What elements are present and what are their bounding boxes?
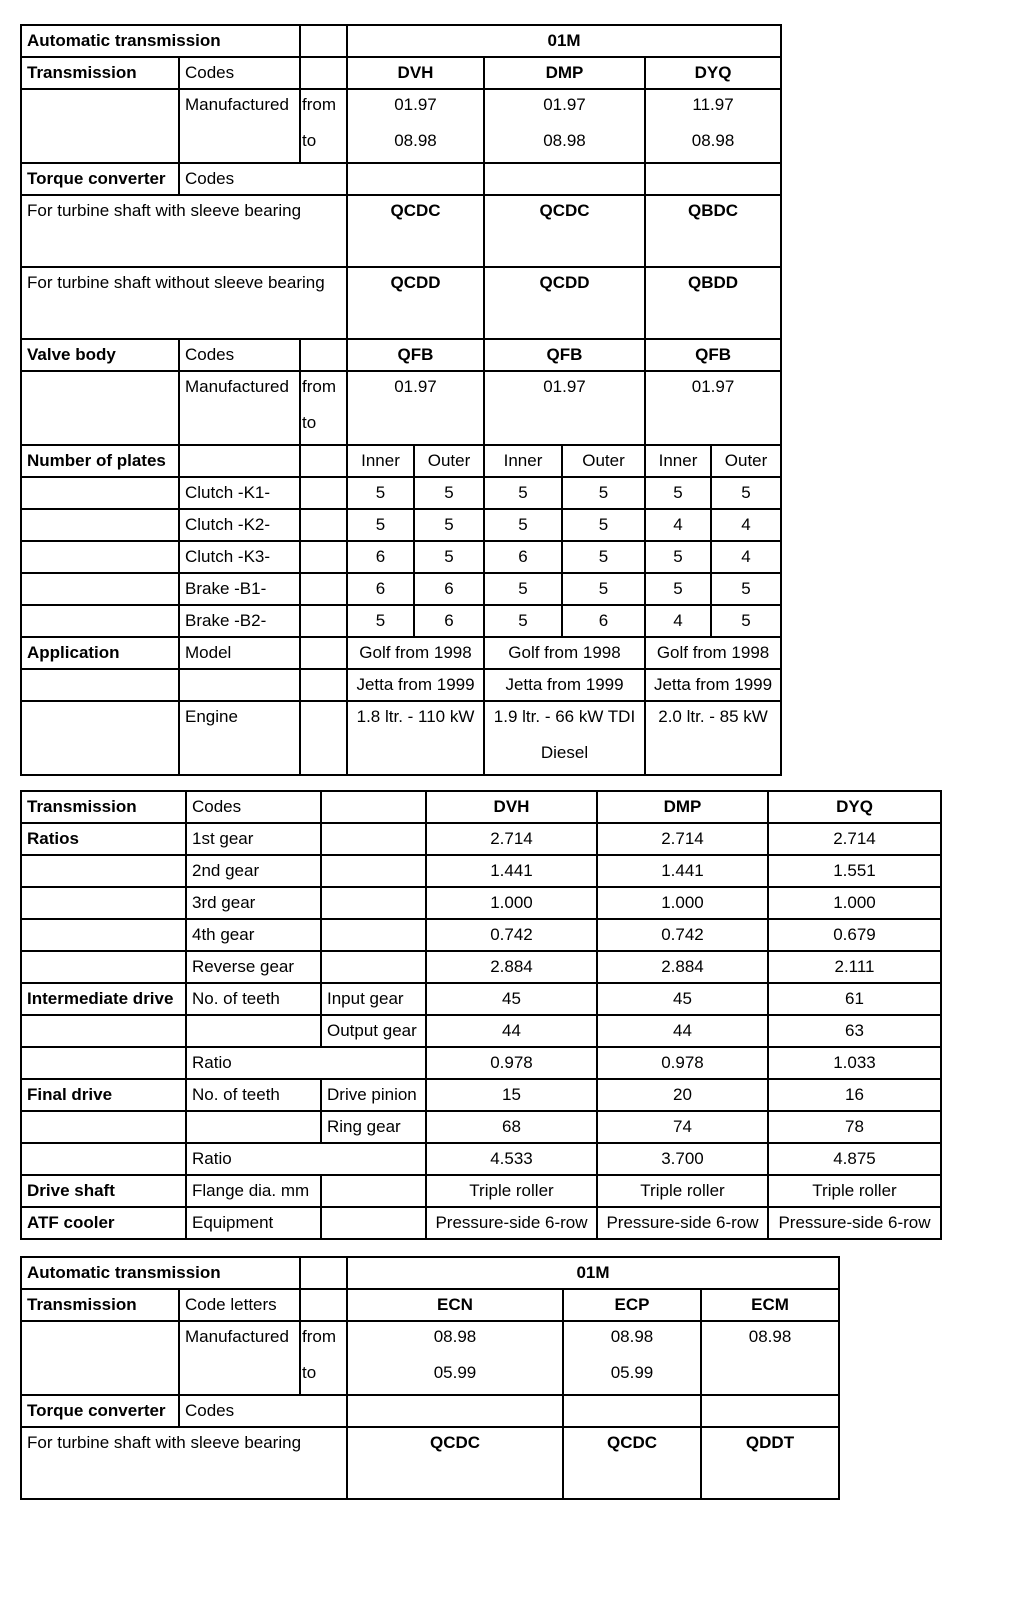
output-gear-value: 44 <box>597 1015 768 1047</box>
table-row <box>21 1289 839 1321</box>
model-cell: 01M <box>347 1257 839 1289</box>
table-row <box>21 195 781 267</box>
equipment-label: Equipment <box>186 1207 321 1239</box>
title-cell: Automatic transmission <box>21 1257 300 1289</box>
code-letters-label: Code letters <box>179 1289 300 1321</box>
drive-shaft-value: Triple roller <box>768 1175 941 1207</box>
final-ratio-value: 4.533 <box>426 1143 597 1175</box>
code-cell: DYQ <box>645 57 781 89</box>
plate-value: 5 <box>347 509 414 541</box>
table-row <box>21 919 941 951</box>
torque-converter-label: Torque converter <box>21 1395 179 1427</box>
to-value: 08.98 <box>543 131 586 150</box>
table-row <box>21 1015 941 1047</box>
torque-codes-label: Codes <box>179 1395 347 1427</box>
torque-codes-label: Codes <box>179 163 347 195</box>
plate-name: Brake -B2- <box>179 605 300 637</box>
plate-name: Brake -B1- <box>179 573 300 605</box>
table-row <box>21 163 781 195</box>
ratios-label: Ratios <box>21 823 186 855</box>
gear-value: 1.000 <box>597 887 768 919</box>
table-row <box>21 89 781 163</box>
plate-value: 5 <box>645 477 711 509</box>
plate-value: 4 <box>711 509 781 541</box>
ring-gear-label: Ring gear <box>321 1111 426 1143</box>
plate-value: 5 <box>484 605 562 637</box>
ratio-label: Ratio <box>186 1047 426 1079</box>
intermediate-ratio-value: 1.033 <box>768 1047 941 1079</box>
to-label: to <box>302 131 317 150</box>
code-cell: DMP <box>484 57 645 89</box>
plate-value: 5 <box>711 605 781 637</box>
table-row <box>21 605 781 637</box>
ring-gear-value: 68 <box>426 1111 597 1143</box>
valve-code: QFB <box>347 339 484 371</box>
table-row <box>21 637 781 669</box>
plate-value: 5 <box>484 573 562 605</box>
valve-code: QFB <box>484 339 645 371</box>
gear-name: 1st gear <box>186 823 321 855</box>
valve-body-label: Valve body <box>21 339 179 371</box>
table-row <box>21 371 781 445</box>
engine-value: 2.0 ltr. - 85 kW <box>645 701 781 775</box>
plate-value: 5 <box>414 477 484 509</box>
gear-value: 0.742 <box>426 919 597 951</box>
gear-value: 0.679 <box>768 919 941 951</box>
table-row <box>21 1257 839 1289</box>
without-sleeve-label: For turbine shaft without sleeve bearing <box>21 267 347 339</box>
transmission-spec-table-1 <box>20 24 782 776</box>
plate-value: 5 <box>347 605 414 637</box>
table-row <box>21 573 781 605</box>
plate-value: 5 <box>562 541 645 573</box>
model-value: Golf from 1998 <box>645 637 781 669</box>
intermediate-drive-label: Intermediate drive <box>21 983 186 1015</box>
plate-value: 5 <box>645 541 711 573</box>
table-row <box>21 1207 941 1239</box>
gear-value: 2.714 <box>597 823 768 855</box>
inner-label: Inner <box>347 445 414 477</box>
ring-gear-value: 78 <box>768 1111 941 1143</box>
final-ratio-label: Ratio <box>186 1143 426 1175</box>
plate-name: Clutch -K3- <box>179 541 300 573</box>
table-row <box>21 855 941 887</box>
plate-value: 4 <box>645 509 711 541</box>
with-sleeve-label: For turbine shaft with sleeve bearing <box>21 1427 347 1499</box>
code-cell: ECP <box>563 1289 701 1321</box>
plate-value: 6 <box>484 541 562 573</box>
with-sleeve-value: QDDT <box>701 1427 839 1499</box>
transmission-label: Transmission <box>21 1289 179 1321</box>
plate-value: 5 <box>347 477 414 509</box>
from-value: 01.97 <box>543 95 586 114</box>
plate-value: 5 <box>414 541 484 573</box>
intermediate-ratio-value: 0.978 <box>426 1047 597 1079</box>
table-row <box>21 339 781 371</box>
input-gear-label: Input gear <box>321 983 426 1015</box>
gear-value: 2.714 <box>426 823 597 855</box>
code-cell: DYQ <box>768 791 941 823</box>
to-label: to <box>302 1363 317 1382</box>
from-value: 08.98 <box>433 1327 477 1346</box>
code-cell: ECN <box>347 1289 563 1321</box>
table-row <box>21 541 781 573</box>
gear-name: 2nd gear <box>186 855 321 887</box>
gear-value: 2.884 <box>597 951 768 983</box>
code-cell: DMP <box>597 791 768 823</box>
drive-shaft-value: Triple roller <box>597 1175 768 1207</box>
gear-value: 1.441 <box>597 855 768 887</box>
final-ratio-value: 3.700 <box>597 1143 768 1175</box>
gear-name: Reverse gear <box>186 951 321 983</box>
application-label: Application <box>21 637 179 669</box>
gear-value: 2.884 <box>426 951 597 983</box>
code-cell: DVH <box>426 791 597 823</box>
input-gear-value: 45 <box>426 983 597 1015</box>
from-value: 08.98 <box>610 1327 654 1346</box>
from-label: from <box>302 95 336 114</box>
inner-label: Inner <box>484 445 562 477</box>
code-cell: ECM <box>701 1289 839 1321</box>
table-row <box>21 701 781 775</box>
plate-value: 5 <box>562 573 645 605</box>
drive-pinion-value: 20 <box>597 1079 768 1111</box>
plate-value: 5 <box>711 477 781 509</box>
table-row <box>21 25 781 57</box>
flange-label: Flange dia. mm <box>186 1175 321 1207</box>
drive-pinion-label: Drive pinion <box>321 1079 426 1111</box>
model-label: Model <box>179 637 300 669</box>
drive-shaft-value: Triple roller <box>426 1175 597 1207</box>
gear-name: 4th gear <box>186 919 321 951</box>
table-row <box>21 1321 839 1395</box>
outer-label: Outer <box>711 445 781 477</box>
from-label: from <box>302 1327 336 1346</box>
title-cell: Automatic transmission <box>21 25 300 57</box>
table-row <box>21 791 941 823</box>
plate-value: 4 <box>645 605 711 637</box>
drive-shaft-label: Drive shaft <box>21 1175 186 1207</box>
engine-value: 1.9 ltr. - 66 kW TDI <box>493 707 636 726</box>
final-teeth-label: No. of teeth <box>186 1079 321 1111</box>
plate-value: 5 <box>484 509 562 541</box>
torque-converter-label: Torque converter <box>21 163 179 195</box>
table-row <box>21 983 941 1015</box>
model-value: Golf from 1998 <box>347 637 484 669</box>
valve-from-value: 01.97 <box>645 371 781 445</box>
plate-name: Clutch -K2- <box>179 509 300 541</box>
transmission-spec-table-2 <box>20 1256 840 1500</box>
table-row <box>21 669 781 701</box>
model-value: Jetta from 1999 <box>645 669 781 701</box>
to-value: 05.99 <box>610 1363 654 1382</box>
final-ratio-value: 4.875 <box>768 1143 941 1175</box>
output-gear-value: 63 <box>768 1015 941 1047</box>
plate-value: 5 <box>645 573 711 605</box>
engine-value: 1.8 ltr. - 110 kW <box>347 701 484 775</box>
engine-label: Engine <box>179 701 300 775</box>
plate-value: 5 <box>414 509 484 541</box>
model-value: Jetta from 1999 <box>484 669 645 701</box>
valve-manufactured-label: Manufactured <box>179 371 300 445</box>
plate-value: 5 <box>484 477 562 509</box>
table-row <box>21 1143 941 1175</box>
gear-value: 1.551 <box>768 855 941 887</box>
from-label: from <box>302 377 336 396</box>
to-value: 05.99 <box>433 1363 477 1382</box>
atf-value: Pressure-side 6-row <box>768 1207 941 1239</box>
input-gear-value: 61 <box>768 983 941 1015</box>
final-drive-label: Final drive <box>21 1079 186 1111</box>
atf-value: Pressure-side 6-row <box>597 1207 768 1239</box>
plate-value: 6 <box>414 573 484 605</box>
manufactured-label: Manufactured <box>179 1321 300 1395</box>
from-value: 08.98 <box>748 1327 792 1346</box>
gear-value: 2.111 <box>768 951 941 983</box>
plate-value: 6 <box>414 605 484 637</box>
plate-value: 5 <box>711 573 781 605</box>
table-row <box>21 951 941 983</box>
valve-from-value: 01.97 <box>484 371 645 445</box>
gear-value: 2.714 <box>768 823 941 855</box>
table-row <box>21 1395 839 1427</box>
output-gear-value: 44 <box>426 1015 597 1047</box>
with-sleeve-value: QCDC <box>347 195 484 267</box>
drive-pinion-value: 15 <box>426 1079 597 1111</box>
plate-value: 5 <box>562 477 645 509</box>
table-row <box>21 1111 941 1143</box>
transmission-ratio-table <box>20 790 942 1240</box>
table-row <box>21 1175 941 1207</box>
gear-value: 1.000 <box>768 887 941 919</box>
teeth-label: No. of teeth <box>186 983 321 1015</box>
valve-code: QFB <box>645 339 781 371</box>
from-value: 01.97 <box>394 95 437 114</box>
codes-label: Codes <box>179 57 300 89</box>
plate-name: Clutch -K1- <box>179 477 300 509</box>
without-sleeve-value: QBDD <box>645 267 781 339</box>
table-row <box>21 887 941 919</box>
input-gear-value: 45 <box>597 983 768 1015</box>
atf-value: Pressure-side 6-row <box>426 1207 597 1239</box>
outer-label: Outer <box>414 445 484 477</box>
inner-label: Inner <box>645 445 711 477</box>
to-value: 08.98 <box>394 131 437 150</box>
output-gear-label: Output gear <box>321 1015 426 1047</box>
engine-extra: Diesel <box>540 743 589 762</box>
without-sleeve-value: QCDD <box>347 267 484 339</box>
plate-value: 5 <box>562 509 645 541</box>
outer-label: Outer <box>562 445 645 477</box>
from-value: 11.97 <box>692 95 734 114</box>
plate-value: 6 <box>347 573 414 605</box>
valve-from-value: 01.97 <box>347 371 484 445</box>
gear-value: 0.742 <box>597 919 768 951</box>
transmission-label: Transmission <box>21 791 186 823</box>
with-sleeve-value: QCDC <box>563 1427 701 1499</box>
table-row <box>21 445 781 477</box>
to-label: to <box>302 413 317 432</box>
table-row <box>21 477 781 509</box>
table-row <box>21 1047 941 1079</box>
ring-gear-value: 74 <box>597 1111 768 1143</box>
transmission-label: Transmission <box>21 57 179 89</box>
gear-name: 3rd gear <box>186 887 321 919</box>
plates-label: Number of plates <box>21 445 179 477</box>
table-row <box>21 1079 941 1111</box>
code-cell: DVH <box>347 57 484 89</box>
to-value: 08.98 <box>691 131 735 150</box>
table-row <box>21 823 941 855</box>
codes-label: Codes <box>186 791 321 823</box>
plate-value: 4 <box>711 541 781 573</box>
with-sleeve-value: QBDC <box>645 195 781 267</box>
plate-value: 6 <box>562 605 645 637</box>
model-value: Jetta from 1999 <box>347 669 484 701</box>
atf-cooler-label: ATF cooler <box>21 1207 186 1239</box>
model-cell: 01M <box>347 25 781 57</box>
with-sleeve-label: For turbine shaft with sleeve bearing <box>21 195 347 267</box>
gear-value: 1.000 <box>426 887 597 919</box>
table-row <box>21 509 781 541</box>
model-value: Golf from 1998 <box>484 637 645 669</box>
with-sleeve-value: QCDC <box>484 195 645 267</box>
gear-value: 1.441 <box>426 855 597 887</box>
with-sleeve-value: QCDC <box>347 1427 563 1499</box>
valve-codes-label: Codes <box>179 339 300 371</box>
table-row <box>21 57 781 89</box>
manufactured-label: Manufactured <box>179 89 300 163</box>
plate-value: 6 <box>347 541 414 573</box>
table-row <box>21 1427 839 1499</box>
intermediate-ratio-value: 0.978 <box>597 1047 768 1079</box>
without-sleeve-value: QCDD <box>484 267 645 339</box>
drive-pinion-value: 16 <box>768 1079 941 1111</box>
table-row <box>21 267 781 339</box>
